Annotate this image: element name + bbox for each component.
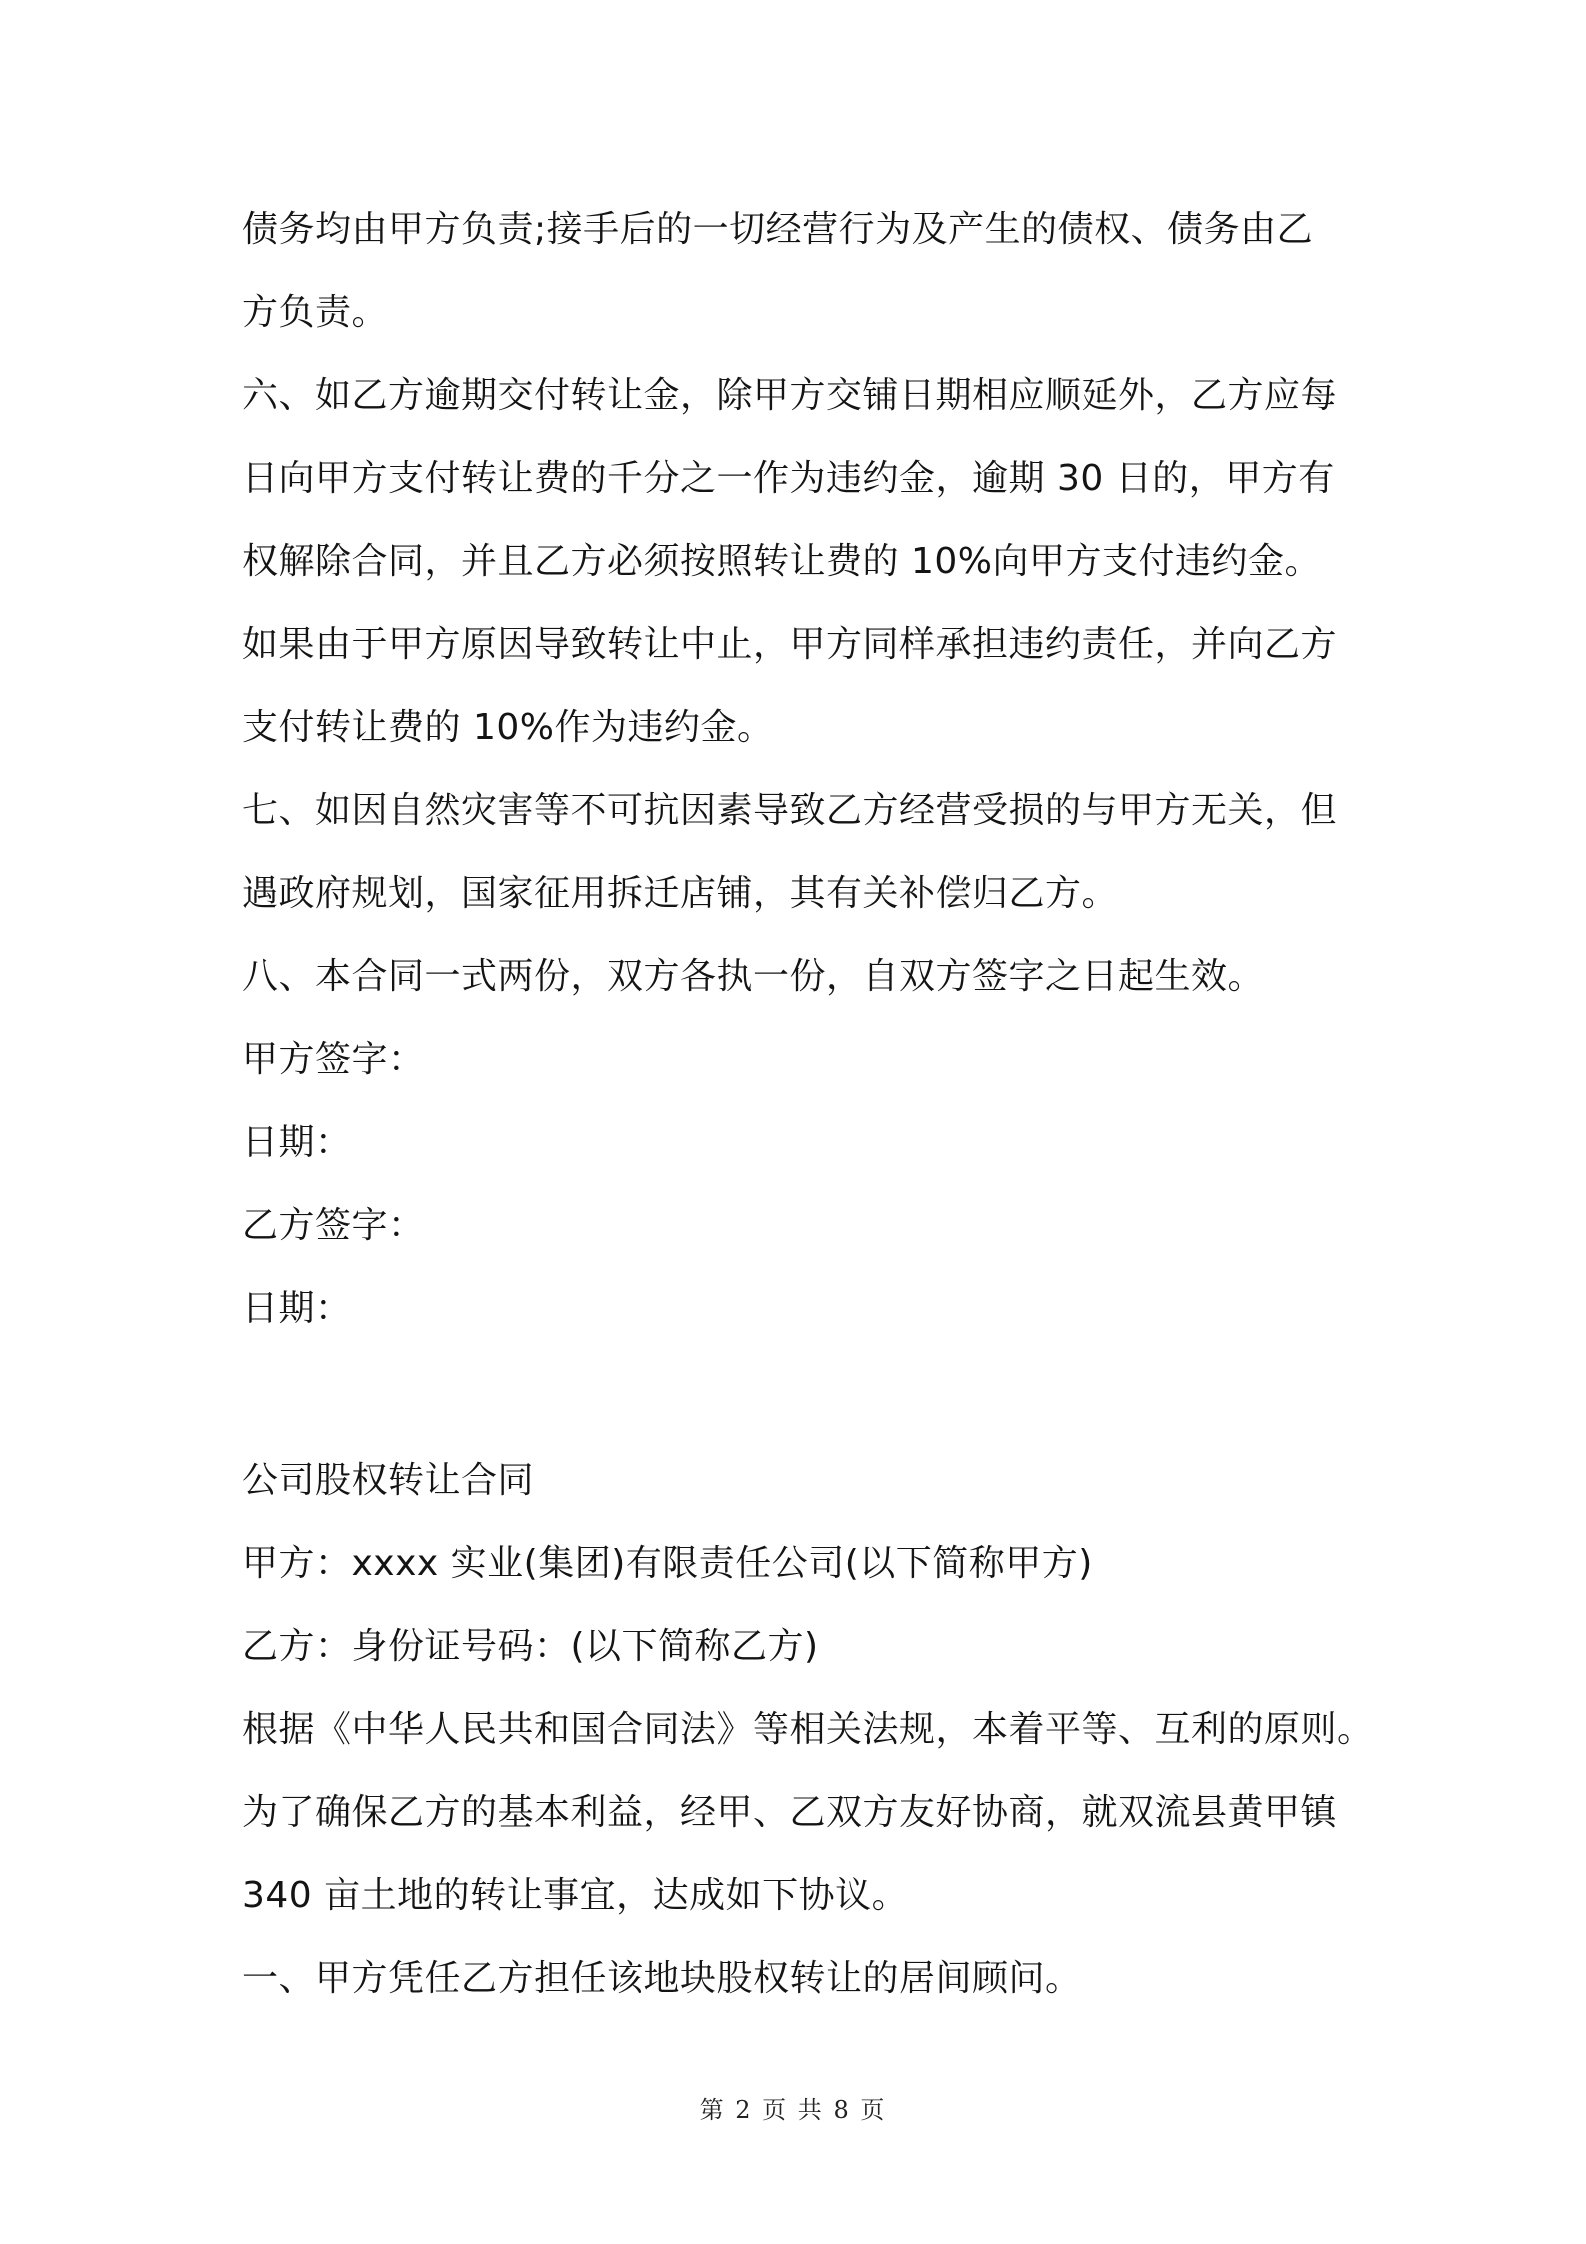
party-a-signature-label: 甲方签字： — [242, 1039, 425, 1080]
preamble-line-1: 根据《中华人民共和国合同法》等相关法规，本着平等、互利的原则。 — [242, 1709, 1374, 1750]
contract-title: 公司股权转让合同 — [242, 1460, 535, 1501]
clause-6-line-1: 六、如乙方逾期交付转让金，除甲方交铺日期相应顺延外，乙方应每 — [242, 375, 1338, 416]
text-line-1: 债务均由甲方负责;接手后的一切经营行为及产生的债权、债务由乙 — [242, 209, 1314, 250]
clause-6-line-5: 支付转让费的 10%作为违约金。 — [242, 707, 774, 748]
party-a-line: 甲方：xxxx 实业(集团)有限责任公司(以下简称甲方) — [242, 1543, 1093, 1584]
text-line-2: 方负责。 — [242, 292, 389, 333]
preamble-line-2: 为了确保乙方的基本利益，经甲、乙双方友好协商，就双流县黄甲镇 — [242, 1792, 1338, 1833]
clause-8-line: 八、本合同一式两份，双方各执一份，自双方签字之日起生效。 — [242, 956, 1265, 997]
preamble-line-3: 340 亩土地的转让事宜，达成如下协议。 — [242, 1875, 909, 1916]
clause-6-line-2: 日向甲方支付转让费的千分之一作为违约金，逾期 30 日的，甲方有 — [242, 458, 1335, 499]
clause-7-line-1: 七、如因自然灾害等不可抗因素导致乙方经营受损的与甲方无关，但 — [242, 790, 1338, 831]
date-label-2: 日期： — [242, 1288, 352, 1329]
date-label-1: 日期： — [242, 1122, 352, 1163]
party-b-line: 乙方：身份证号码：(以下简称乙方) — [242, 1626, 819, 1667]
clause-1-line: 一、甲方凭任乙方担任该地块股权转让的居间顾问。 — [242, 1958, 1082, 1999]
clause-6-line-3: 权解除合同，并且乙方必须按照转让费的 10%向甲方支付违约金。 — [242, 541, 1321, 582]
clause-6-line-4: 如果由于甲方原因导致转让中止，甲方同样承担违约责任，并向乙方 — [242, 624, 1338, 665]
page-number-footer: 第 2 页 共 8 页 — [699, 2096, 887, 2124]
clause-7-line-2: 遇政府规划，国家征用拆迁店铺，其有关补偿归乙方。 — [242, 873, 1119, 914]
party-b-signature-label: 乙方签字： — [242, 1205, 425, 1246]
